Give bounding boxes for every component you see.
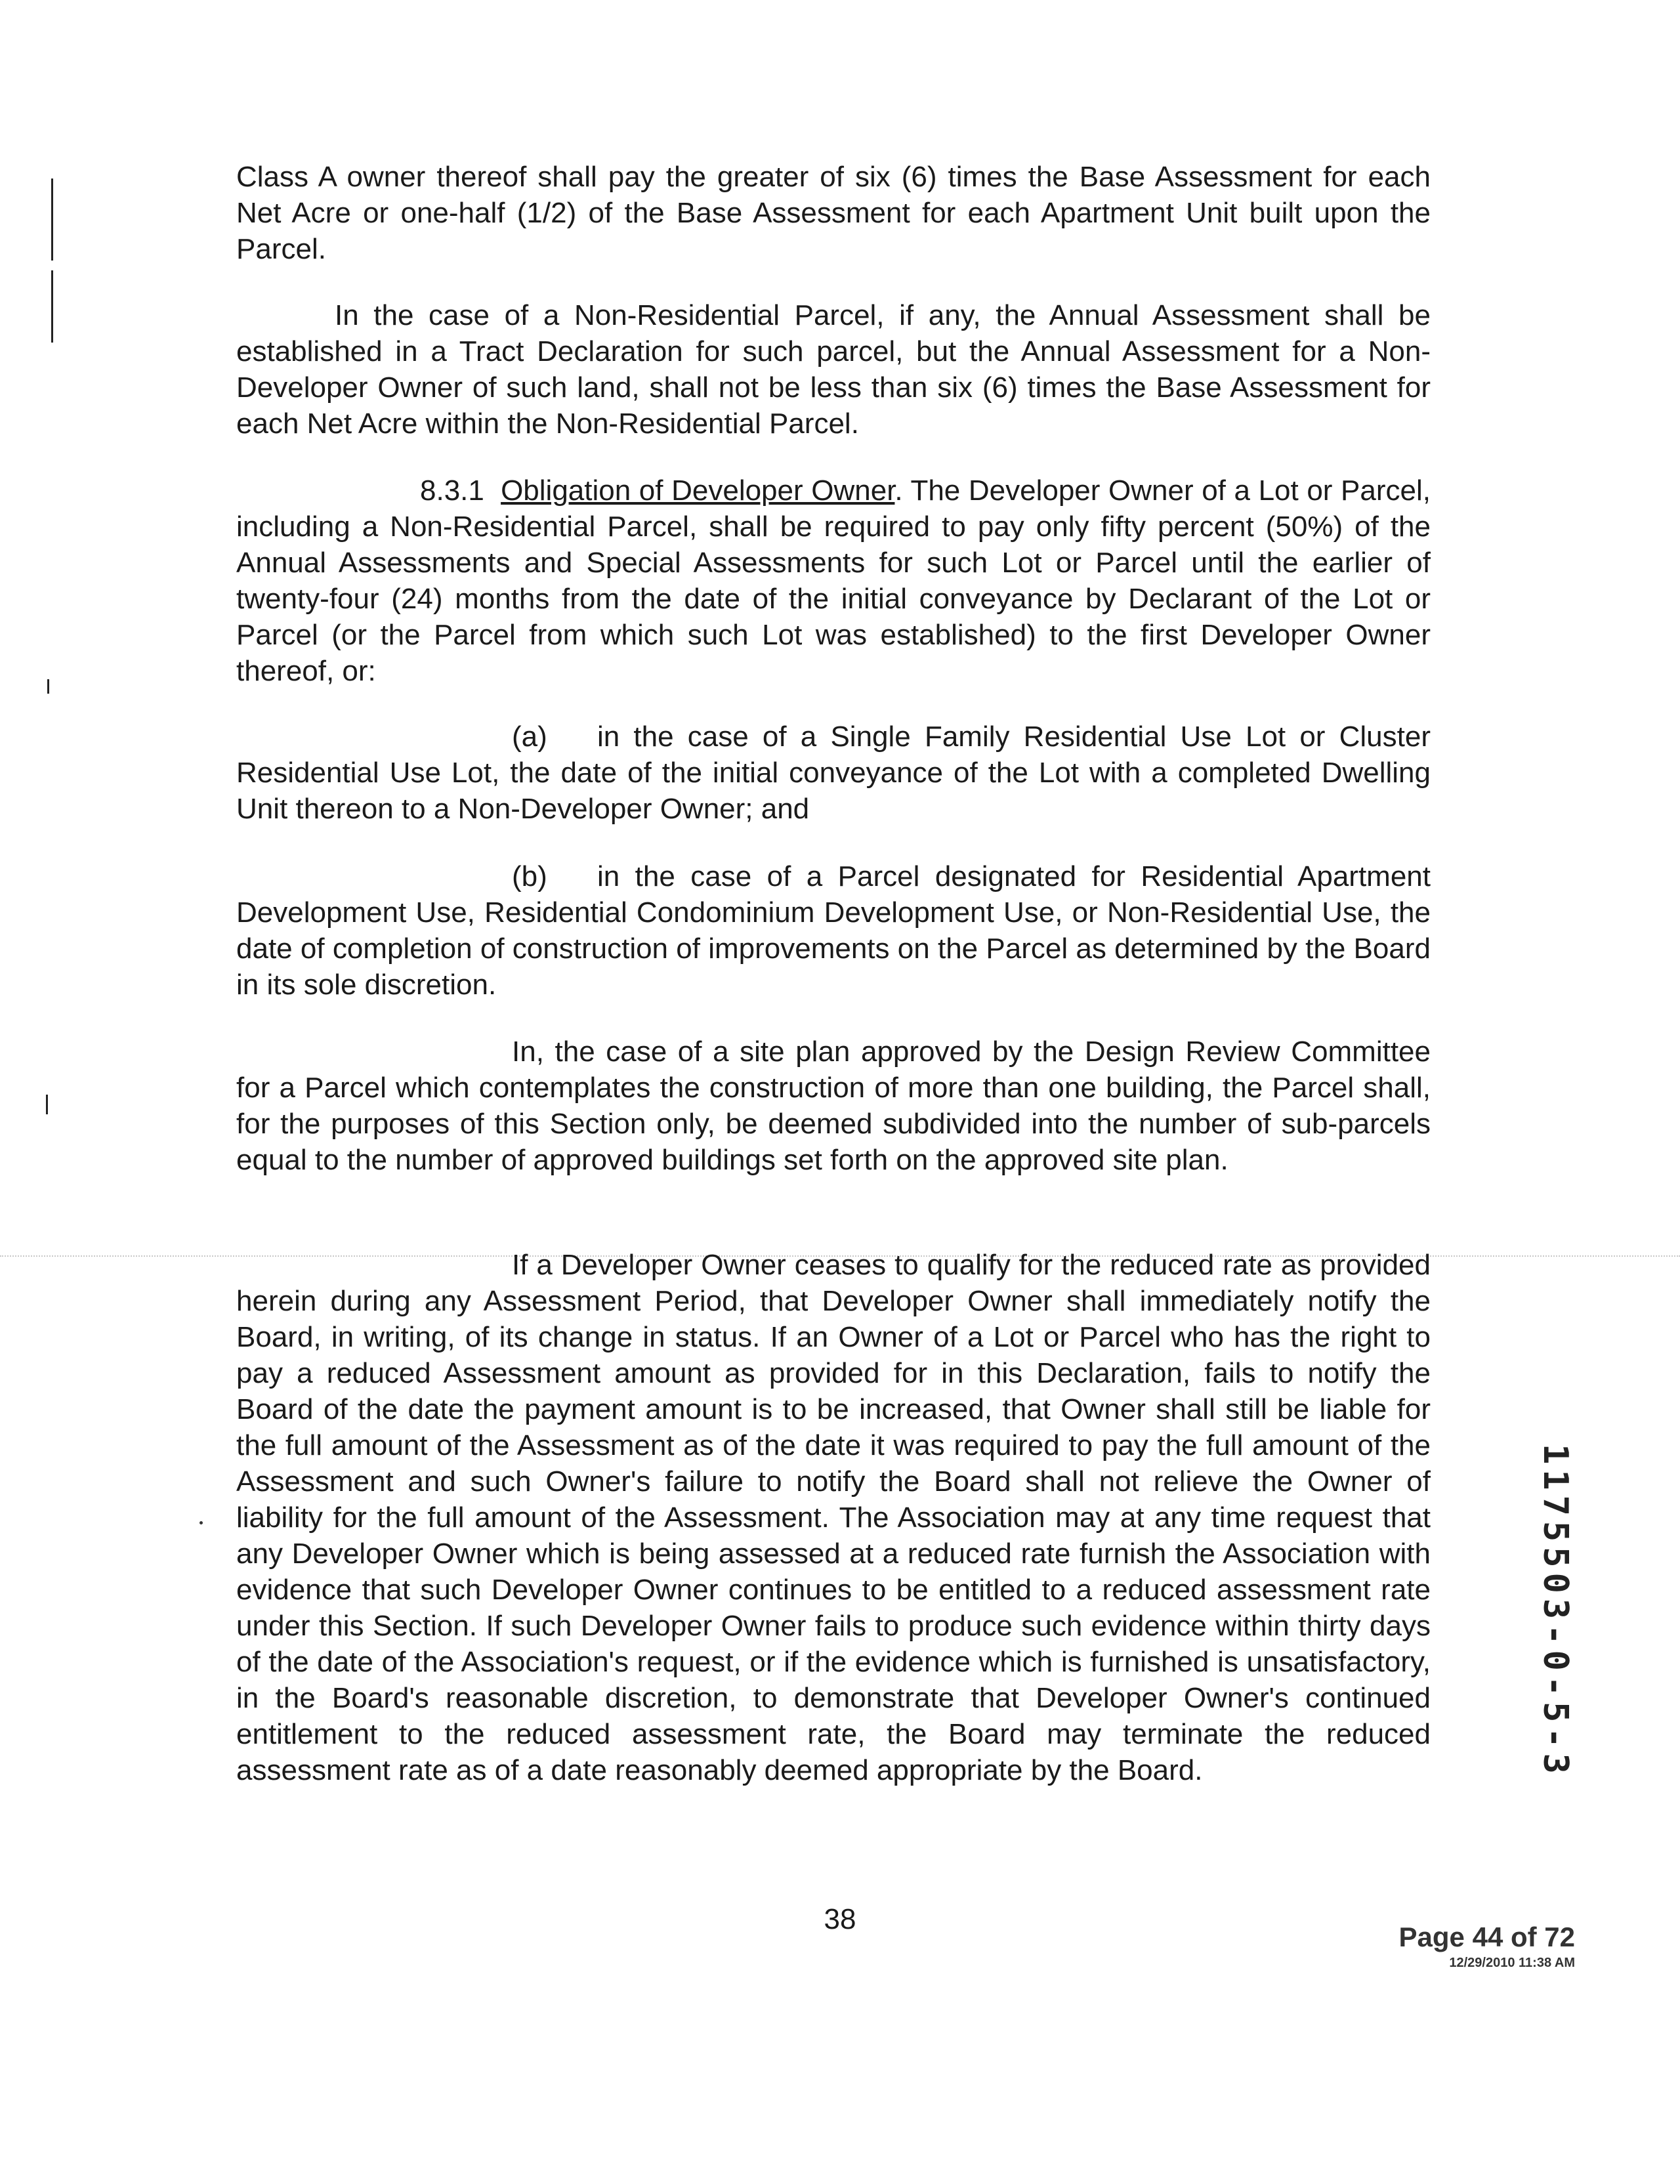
revision-bar (47, 679, 49, 694)
paragraph-developer-owner-ceases: If a Developer Owner ceases to qualify for the reduced rate as provided herein during any Assessment Period, that Developer Owner shall immediately notify the Board, in writing, of its change in status. If an Owner of a Lot or Parcel who has the right to pay a reduced Assessment amount as provided for in this Declaration, fails to notify the Board of the date the payment amount is to be increased, that Owner shall still be liable for the full amount of the Assessment as of the date it was required to pay the full amount of the Assessment and such Owner's failure to notify the Board shall not relieve the Owner of liability for the full amount of the Assessment. The Association may at any time request that any Developer Owner which is being assessed at a reduced rate furnish the Association with evidence that such Developer Owner continues to be entitled to a reduced assessment rate under this Section. If such Developer Owner fails to produce such evidence within thirty days of the date of the Association's request, or if the evidence which is furnished is unsatisfactory, in the Board's reasonable discretion, to demonstrate that Developer Owner's continued entitlement to the reduced assessment rate, the Board may terminate the reduced assessment rate as of a date reasonably deemed appropriate by the Board. (236, 1249, 1431, 1786)
scan-speck (200, 1521, 203, 1524)
paragraph-non-residential-parcel: In the case of a Non-Residential Parcel, if any, the Annual Assessment shall be established in a Tract Declaration for such parcel, but the Annual Assessment for a Non-Developer Owner of such land, shall not be less than six (6) times the Base Assessment for each Net Acre within the Non-Residential Parcel. (236, 299, 1431, 440)
paragraph-class-a-owner: Class A owner thereof shall pay the greater of six (6) times the Base Assessment for each Net Acre or one-half (1/2) of the Base Assessment for each Apartment Unit built upon the Parcel. (236, 161, 1431, 265)
section-number: 8.3.1 (420, 474, 484, 507)
revision-bar (46, 1095, 48, 1114)
paragraph-site-plan: In, the case of a site plan approved by the Design Review Committee for a Parcel which contemplates the construction of more than one building, the Parcel shall, for the purposes of this Section only, be deemed subdivided into the number of sub-parcels equal to the number of approved buildings set forth on the approved site plan. (236, 1036, 1431, 1176)
section-8-3-1 (236, 472, 1431, 689)
recording-document-id (1536, 1444, 1588, 1779)
revision-bar (51, 178, 53, 261)
page-number: 38 (824, 1903, 856, 1935)
recorder-timestamp: 12/29/2010 11:38 AM (1449, 1956, 1575, 1970)
subparagraph-a-body: in the case of a Single Family Residential Use Lot or Cluster Residential Use Lot, the date of the initial conveyance of the Lot with a completed Dwelling Unit thereon to a Non-Developer Owner; and (236, 721, 1431, 825)
subparagraph-b-body: in the case of a Parcel designated for Residential Apartment Development Use, Residential Condominium Development Use, or Non-Residential Use, the date of completion of construction of improvements on the Parcel as determined by the Board in its sole discretion. (236, 860, 1431, 1001)
recording-document-id-text: 1175503-0-5-3 (1536, 1444, 1575, 1779)
subparagraph-b (236, 858, 1431, 1003)
subparagraph-a-label: (a) (512, 721, 547, 753)
subparagraph-b-label: (b) (512, 860, 547, 892)
recorder-page-stamp: Page 44 of 72 (1398, 1922, 1575, 1952)
section-heading: Obligation of Developer Owner (501, 474, 895, 507)
revision-bar (51, 270, 53, 343)
section-body: . The Developer Owner of a Lot or Parcel, including a Non-Residential Parcel, shall be required to pay only fifty percent (50%) of the Annual Assessments and Special Assessments for such Lot or Parcel until the earlier of twenty-four (24) months from the date of the initial conveyance by Declarant of the Lot or Parcel (or the Parcel from which such Lot was established) to the first Developer Owner thereof, or: (236, 474, 1431, 687)
subparagraph-a (236, 719, 1431, 827)
